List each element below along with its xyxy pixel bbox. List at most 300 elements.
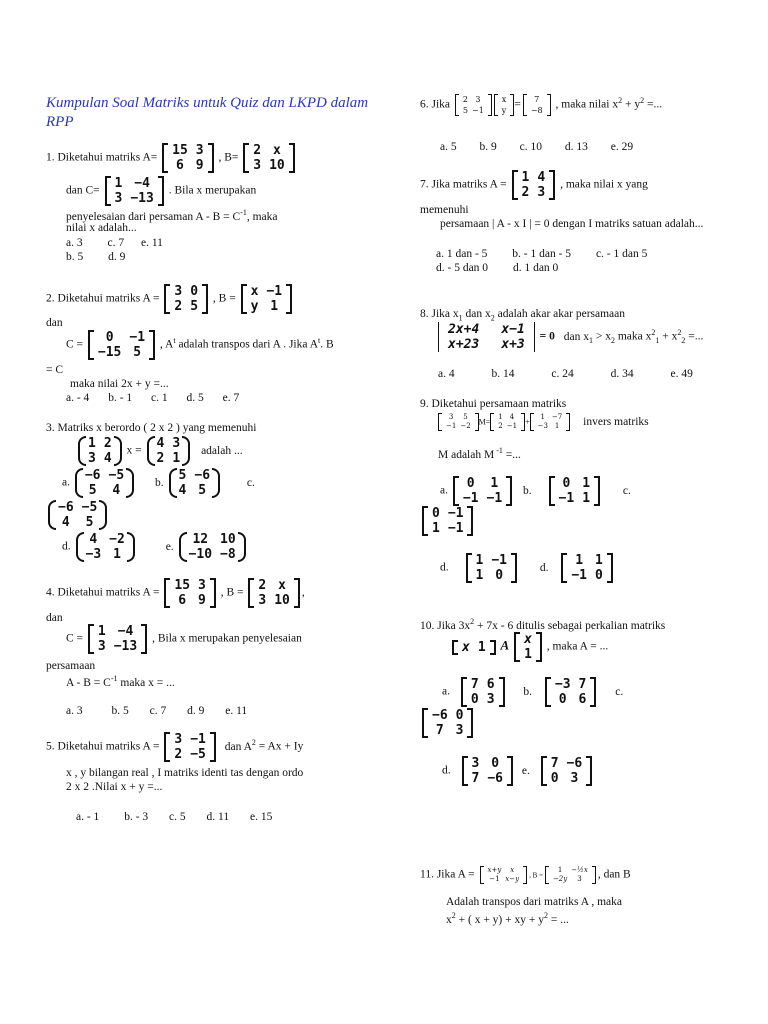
- q7-option-d2[interactable]: d. 1 dan 0: [512, 262, 559, 274]
- q3-adalah: adalah ...: [201, 444, 243, 457]
- cell: −13: [113, 639, 138, 654]
- q2-matrix-a: [164, 284, 208, 314]
- question-1-line-2: [66, 176, 256, 206]
- q9-line3-text: M adalah M: [438, 448, 495, 461]
- q3-matrix-2: [147, 436, 191, 466]
- cell: 9: [195, 158, 204, 173]
- cell: 10: [220, 532, 236, 547]
- q6-tail3: =...: [644, 98, 663, 111]
- cell: x: [278, 578, 286, 593]
- cell: 5: [198, 483, 207, 498]
- cell: 0: [190, 284, 199, 299]
- q10-col-vector: [514, 632, 542, 662]
- cell: −6: [487, 771, 503, 786]
- q4-c-lead: C =: [66, 632, 84, 645]
- cell: −1: [462, 491, 479, 506]
- q11-matrix-a: [480, 866, 528, 884]
- cell: −1: [489, 875, 500, 883]
- cell: 1: [477, 639, 486, 655]
- cell: 1: [582, 476, 591, 491]
- q2-option-c[interactable]: c. 1: [151, 392, 168, 404]
- q2-option-e[interactable]: e. 7: [222, 392, 240, 404]
- q10-option-a-matrix[interactable]: [461, 677, 505, 707]
- q1-mid: , B=: [218, 151, 239, 164]
- q9-options-row1: [440, 476, 631, 506]
- q9-stem: 9. Diketahui persamaan matriks: [420, 398, 567, 410]
- q2-dan: dan: [46, 317, 63, 329]
- q9-line3: [438, 446, 521, 461]
- q9-m-label: M: [478, 417, 486, 427]
- q8-option-b[interactable]: b. 14: [491, 368, 515, 380]
- q4-matrix-b: [248, 578, 299, 608]
- q4-matrix-c: [88, 624, 147, 654]
- q4-option-d[interactable]: d. 9: [187, 705, 205, 717]
- q3-option-e-label[interactable]: e.: [165, 540, 174, 553]
- cell: −4: [117, 624, 134, 639]
- q9-option-c-matrix[interactable]: [422, 506, 473, 536]
- q4-dan: dan: [46, 612, 63, 624]
- q3-xeq: x =: [126, 444, 142, 457]
- cell: 5: [88, 483, 97, 498]
- cell: 0: [491, 756, 500, 771]
- cell: −1: [486, 491, 503, 506]
- cell: 4: [156, 436, 165, 451]
- q2-ask: maka nilai 2x + y =...: [70, 378, 169, 390]
- cell: 1: [595, 553, 603, 568]
- q1-options-row2: [66, 251, 125, 263]
- cell: x: [250, 284, 259, 299]
- question-2-line-1: [46, 284, 294, 314]
- q3-option-a-matrix[interactable]: [75, 468, 134, 498]
- cell: x: [273, 143, 281, 158]
- q7-options-row1: [436, 248, 647, 260]
- cell: 1: [521, 170, 530, 185]
- cell: 1: [490, 476, 499, 491]
- cell: −3: [85, 547, 102, 562]
- q9-option-b-matrix[interactable]: [549, 476, 600, 506]
- q1-option-e[interactable]: e. 11: [140, 237, 163, 249]
- q3-stem: 3. Matriks x berordo ( 2 x 2 ) yang memenuhi: [46, 422, 257, 434]
- cell: 2: [521, 185, 530, 200]
- cell: −1: [558, 491, 575, 506]
- q1-option-c[interactable]: c. 7: [107, 237, 125, 249]
- q2-c-tail: , A: [159, 338, 174, 351]
- q6-options: [440, 141, 633, 153]
- q3-option-a-label[interactable]: a.: [62, 476, 70, 489]
- q2-sup2: t: [318, 335, 321, 345]
- cell: −1: [447, 521, 464, 536]
- cell: 0: [455, 708, 464, 723]
- q3-option-e-matrix[interactable]: [179, 532, 246, 562]
- q6-option-b[interactable]: b. 9: [479, 141, 497, 153]
- q5-option-b[interactable]: b. - 3: [124, 811, 149, 823]
- q9-option-a-matrix[interactable]: [453, 476, 512, 506]
- q1-option-d[interactable]: d. 9: [108, 251, 126, 263]
- q6-option-a[interactable]: a. 5: [440, 141, 457, 153]
- cell: −6: [58, 500, 74, 515]
- question-4-line-2: [66, 624, 302, 654]
- q10-tail: , maka A = ...: [546, 640, 609, 653]
- cell: 0: [558, 692, 567, 707]
- q6-option-c[interactable]: c. 10: [519, 141, 542, 153]
- q7-option-a[interactable]: a. 1 dan - 5: [436, 248, 488, 260]
- q4-stem: 4. Diketahui matriks A =: [46, 586, 160, 599]
- q1-matrix-b: [243, 143, 294, 173]
- q9-option-c-label[interactable]: c.: [622, 484, 631, 497]
- q8-stem: 8. Jika x: [420, 308, 459, 320]
- cell: x+y: [487, 866, 502, 874]
- q1-stem: 1. Diketahui matriks A=: [46, 151, 158, 164]
- cell: 3: [258, 593, 267, 608]
- q11-stem: 11. Jika A =: [420, 868, 475, 881]
- cell: 5: [190, 299, 199, 314]
- q11-tail: , dan B: [597, 868, 631, 881]
- q1-option-b[interactable]: b. 5: [66, 251, 84, 263]
- cell: 1: [524, 647, 532, 662]
- cell: 0: [105, 330, 114, 345]
- cell: −½x: [571, 866, 588, 874]
- q5-matrix-a: [164, 732, 215, 762]
- cell: −2: [460, 422, 471, 430]
- cell: −6: [84, 468, 101, 483]
- q7-options-row2: [436, 262, 558, 274]
- cell: y: [250, 299, 259, 314]
- q9-option-d2-label[interactable]: d.: [539, 561, 549, 574]
- q8-eq0: = 0: [539, 330, 555, 343]
- q6-tail2: + y: [622, 98, 641, 111]
- cell: 7: [471, 771, 480, 786]
- question-5-line-1: [46, 732, 303, 762]
- q3-option-b-matrix[interactable]: [169, 468, 220, 498]
- q7-option-d[interactable]: d. - 5 dan 0: [436, 262, 489, 274]
- q2-eqc: = C: [46, 364, 64, 376]
- q8-tail4: + x: [659, 330, 678, 343]
- q2-option-d[interactable]: d. 5: [186, 392, 204, 404]
- cell: 4: [537, 170, 546, 185]
- q11-line3-text: x: [446, 913, 452, 926]
- cell: 4: [61, 515, 70, 530]
- cell: 0: [562, 476, 571, 491]
- cell: 12: [192, 532, 209, 547]
- cell: 2: [258, 578, 267, 593]
- q2-mid: , B =: [212, 292, 236, 305]
- cell: 1: [88, 436, 96, 451]
- cell: 0: [595, 568, 603, 583]
- cell: 1: [557, 866, 563, 874]
- cell: −8: [530, 106, 543, 115]
- q3-option-d-matrix[interactable]: [76, 532, 135, 562]
- q3-option-c-label[interactable]: c.: [246, 476, 255, 489]
- cell: 7: [470, 677, 479, 692]
- q5-stem: 5. Diketahui matriks A =: [46, 740, 160, 753]
- q10-options-row1: [442, 677, 623, 707]
- q1-options-row1: [66, 237, 163, 249]
- q8-tail5: =...: [685, 330, 704, 343]
- q11-b-label: , B =: [529, 871, 543, 880]
- cell: 5: [462, 106, 468, 115]
- cell: y: [501, 106, 507, 115]
- q8-options: [438, 368, 693, 380]
- q10-option-d-matrix[interactable]: [462, 756, 513, 786]
- cell: 3: [577, 875, 582, 883]
- q10-stem: 10. Jika 3x: [420, 619, 471, 632]
- q1-option-a[interactable]: a. 3: [66, 237, 83, 249]
- q5-option-e[interactable]: e. 15: [249, 811, 273, 823]
- cell: 3: [172, 436, 181, 451]
- q7-matrix-a: [512, 170, 556, 200]
- q8-option-d[interactable]: d. 34: [610, 368, 634, 380]
- q2-sup: t: [173, 335, 176, 345]
- cell: 5: [463, 413, 468, 421]
- q9-matrix-1: [438, 413, 479, 431]
- q6-vector-result: [523, 94, 551, 116]
- cell: x−1: [501, 322, 525, 337]
- q8-stem2: dan x: [462, 308, 491, 320]
- q10-option-e-label[interactable]: e.: [521, 764, 530, 777]
- q1-line3: penyelesaian dari persaman A - B = C: [66, 210, 241, 223]
- cell: −1: [129, 330, 146, 345]
- q6-stem: 6. Jika: [420, 98, 451, 111]
- cell: 4: [103, 451, 112, 466]
- q2-stem: 2. Diketahui matriks A =: [46, 292, 160, 305]
- cell: 0: [432, 506, 440, 521]
- cell: 2: [156, 451, 165, 466]
- cell: −8: [220, 547, 236, 562]
- cell: −1: [491, 553, 507, 568]
- cell: −6: [566, 756, 583, 771]
- q10-options-row2: [442, 756, 594, 786]
- cell: −13: [130, 191, 154, 206]
- q1-tail-c: . Bila x merupakan: [168, 184, 257, 197]
- q8-tail: dan x: [563, 330, 589, 343]
- q3-option-b-label[interactable]: b.: [155, 476, 164, 489]
- question-1-line-1: [46, 143, 297, 173]
- cell: −1: [447, 506, 464, 521]
- q4-mid: , B =: [220, 586, 244, 599]
- q4-eq-tail: maka x = ...: [117, 676, 175, 689]
- q5-line3: 2 x 2 .Nilai x + y =...: [66, 781, 163, 793]
- q9-invers: invers matriks: [583, 415, 649, 428]
- cell: −6: [432, 708, 448, 723]
- cell: 3: [570, 771, 579, 786]
- q10-option-b-label[interactable]: b.: [523, 685, 533, 698]
- cell: −3: [554, 677, 571, 692]
- q6-matrix-m: [455, 94, 492, 116]
- cell: 3: [455, 723, 464, 738]
- cell: 1: [554, 422, 560, 430]
- cell: 3: [97, 639, 106, 654]
- q5-options: [76, 811, 272, 823]
- cell: 2: [462, 95, 468, 104]
- question-1-line-4: nilai x adalah...: [66, 222, 137, 234]
- cell: 1: [270, 299, 279, 314]
- question-7-line-1: [420, 170, 648, 200]
- q8-option-e[interactable]: e. 49: [670, 368, 693, 380]
- question-4-line-1: 4. Diketahui matriks A = 15 3 6 9 , B = 2 x 3 10 ,: [46, 578, 305, 608]
- cell: x+3: [501, 337, 525, 352]
- q6-vector-xy: [494, 94, 515, 116]
- q2-c-tail3: . B: [320, 338, 334, 351]
- q2-options: [66, 392, 239, 404]
- cell: x+23: [448, 337, 480, 352]
- q3-option-c-matrix[interactable]: [48, 500, 107, 530]
- cell: 1: [172, 451, 181, 466]
- q10-stem2: + 7x - 6 ditulis sebagai perkalian matriks: [474, 619, 666, 632]
- q9-option-a-label[interactable]: a.: [440, 484, 448, 497]
- q4-option-b[interactable]: b. 5: [111, 705, 129, 717]
- cell: −15: [97, 345, 122, 360]
- q6-option-e[interactable]: e. 29: [610, 141, 634, 153]
- question-11-line-1: [420, 866, 631, 884]
- cell: 3: [537, 185, 546, 200]
- q7-line3: persamaan | A - x I | = 0 dengan I matriks satuan adalah...: [440, 218, 704, 230]
- cell: −3: [537, 422, 548, 430]
- cell: −1: [190, 732, 206, 747]
- cell: −1: [506, 422, 518, 430]
- q10-option-c-label[interactable]: c.: [615, 685, 624, 698]
- q4-option-e[interactable]: e. 11: [225, 705, 248, 717]
- cell: −10: [188, 547, 213, 562]
- cell: 5: [178, 468, 187, 483]
- q4-persamaan: persamaan: [46, 660, 96, 672]
- question-10-line-1: 10. Jika $3x^2 + 7x - 6$ ditulis sebagai perkalian matriks: [420, 617, 666, 632]
- cell: 1: [432, 521, 440, 536]
- cell: 3: [448, 413, 454, 421]
- cell: 1: [475, 568, 484, 583]
- cell: 1: [582, 491, 591, 506]
- q2-c-tail2: adalah transpos dari A . Jika A: [175, 338, 319, 351]
- cell: 3: [198, 578, 206, 593]
- q2-option-a[interactable]: a. - 4: [66, 392, 90, 404]
- q8-option-c[interactable]: c. 24: [551, 368, 574, 380]
- cell: −6: [194, 468, 211, 483]
- cell: 1: [113, 547, 121, 562]
- q5-option-c[interactable]: c. 5: [169, 811, 186, 823]
- q8-stem3: adalah akar akar persamaan: [494, 308, 626, 320]
- q10-option-b-matrix[interactable]: [545, 677, 596, 707]
- q9-option-d2-matrix[interactable]: [561, 553, 612, 583]
- q10-option-c-matrix[interactable]: [422, 708, 473, 738]
- cell: 7: [435, 723, 444, 738]
- q9-option-d-label[interactable]: d.: [440, 561, 449, 574]
- cell: 2: [498, 422, 503, 430]
- q10-option-d-label[interactable]: d.: [442, 764, 451, 777]
- cell: x−y: [505, 875, 520, 883]
- q5-sup: 2: [251, 737, 256, 747]
- cell: 1: [97, 624, 106, 639]
- q11-matrix-b: [545, 866, 596, 884]
- cell: 6: [486, 677, 495, 692]
- cell: 1: [540, 413, 545, 421]
- q9-equation: 3 5 −1 −2 M= 1 4 2 −1 + 1 −7 −3 1 invers matriks: [438, 413, 649, 431]
- question-6-line-1: 6. Jika 2 3 5 −1 x y = 7 −8 , maka nilai $x^2 + y^2$ =...: [420, 95, 663, 115]
- q1-sup: -1: [240, 208, 247, 217]
- cell: 5: [85, 515, 94, 530]
- q11-line3b: + ( x + y) + xy + y: [455, 913, 544, 926]
- cell: 0: [550, 771, 559, 786]
- q5-option-d[interactable]: d. 11: [206, 811, 230, 823]
- q3-matrix-1: [78, 436, 122, 466]
- q4-option-a[interactable]: a. 3: [66, 705, 83, 717]
- cell: −2: [109, 532, 125, 547]
- q8-tail3: maka x: [614, 330, 652, 343]
- q7-option-b[interactable]: b. - 1 dan - 5: [512, 248, 572, 260]
- cell: 1: [475, 553, 484, 568]
- q10-a-label: A: [500, 637, 510, 653]
- q4-c-tail: , Bila x merupakan penyelesaian: [152, 632, 302, 645]
- q7-stem: 7. Jika matriks A =: [420, 178, 507, 191]
- q2-matrix-c: [88, 330, 155, 360]
- q9-option-b-label[interactable]: b.: [523, 484, 532, 497]
- q4-option-c[interactable]: c. 7: [149, 705, 167, 717]
- q3-option-c[interactable]: [46, 500, 109, 530]
- q5-tail: dan A: [224, 740, 252, 753]
- cell: 4: [509, 413, 515, 421]
- cell: 6: [178, 593, 187, 608]
- q7-option-c[interactable]: c. - 1 dan 5: [595, 248, 648, 260]
- cell: 3: [475, 95, 481, 104]
- cell: 2: [174, 747, 183, 762]
- q2-option-b[interactable]: b. - 1: [108, 392, 133, 404]
- question-1-line-3: [66, 208, 277, 223]
- cell: 10: [269, 158, 285, 173]
- cell: 3: [253, 158, 262, 173]
- cell: 3: [114, 191, 123, 206]
- q10-option-e-matrix[interactable]: [541, 756, 592, 786]
- question-2-line-2: [66, 330, 334, 360]
- cell: x: [501, 95, 507, 104]
- q7-memenuhi: memenuhi: [420, 204, 469, 216]
- cell: 2: [103, 436, 112, 451]
- cell: 4: [178, 483, 187, 498]
- q10-option-a-label[interactable]: a.: [442, 685, 450, 698]
- cell: 0: [470, 692, 479, 707]
- cell: 9: [198, 593, 206, 608]
- cell: −1: [266, 284, 283, 299]
- q3-option-d-label[interactable]: d.: [62, 540, 71, 553]
- cell: 15: [174, 578, 191, 593]
- cell: 1: [114, 176, 123, 191]
- q9-option-d-matrix[interactable]: [466, 553, 517, 583]
- cell: −4: [134, 176, 150, 191]
- q3-options-row1: [62, 468, 255, 498]
- cell: 2: [174, 299, 183, 314]
- q1-stem-c: dan C=: [66, 184, 100, 197]
- cell: 4: [112, 483, 121, 498]
- q4-eq-sup: -1: [110, 674, 118, 683]
- q5-option-a[interactable]: a. - 1: [76, 811, 100, 823]
- q5-tail2: = Ax + Iy: [255, 740, 304, 753]
- q11-line2: Adalah transpos dari matriks A , maka: [446, 896, 622, 908]
- cell: 10: [274, 593, 290, 608]
- cell: 4: [89, 532, 98, 547]
- q6-option-d[interactable]: d. 13: [564, 141, 588, 153]
- q8-determinant: [438, 322, 535, 352]
- q5-line2: x , y bilangan real , I matriks identi tas dengan ordo: [66, 767, 304, 779]
- q9-option-c[interactable]: [420, 506, 475, 536]
- q1-matrix-c: [105, 176, 164, 206]
- q10-equation: [450, 632, 608, 662]
- q10-option-c[interactable]: [420, 708, 475, 738]
- q8-option-a[interactable]: a. 4: [438, 368, 455, 380]
- cell: 2x+4: [448, 322, 480, 337]
- cell: 3: [195, 143, 204, 158]
- cell: x: [510, 866, 515, 874]
- q1-line3-end: , maka: [246, 210, 278, 223]
- q7-tail: , maka nilai x yang: [560, 178, 648, 191]
- q1-matrix-a: [162, 143, 213, 173]
- cell: 3: [486, 692, 495, 707]
